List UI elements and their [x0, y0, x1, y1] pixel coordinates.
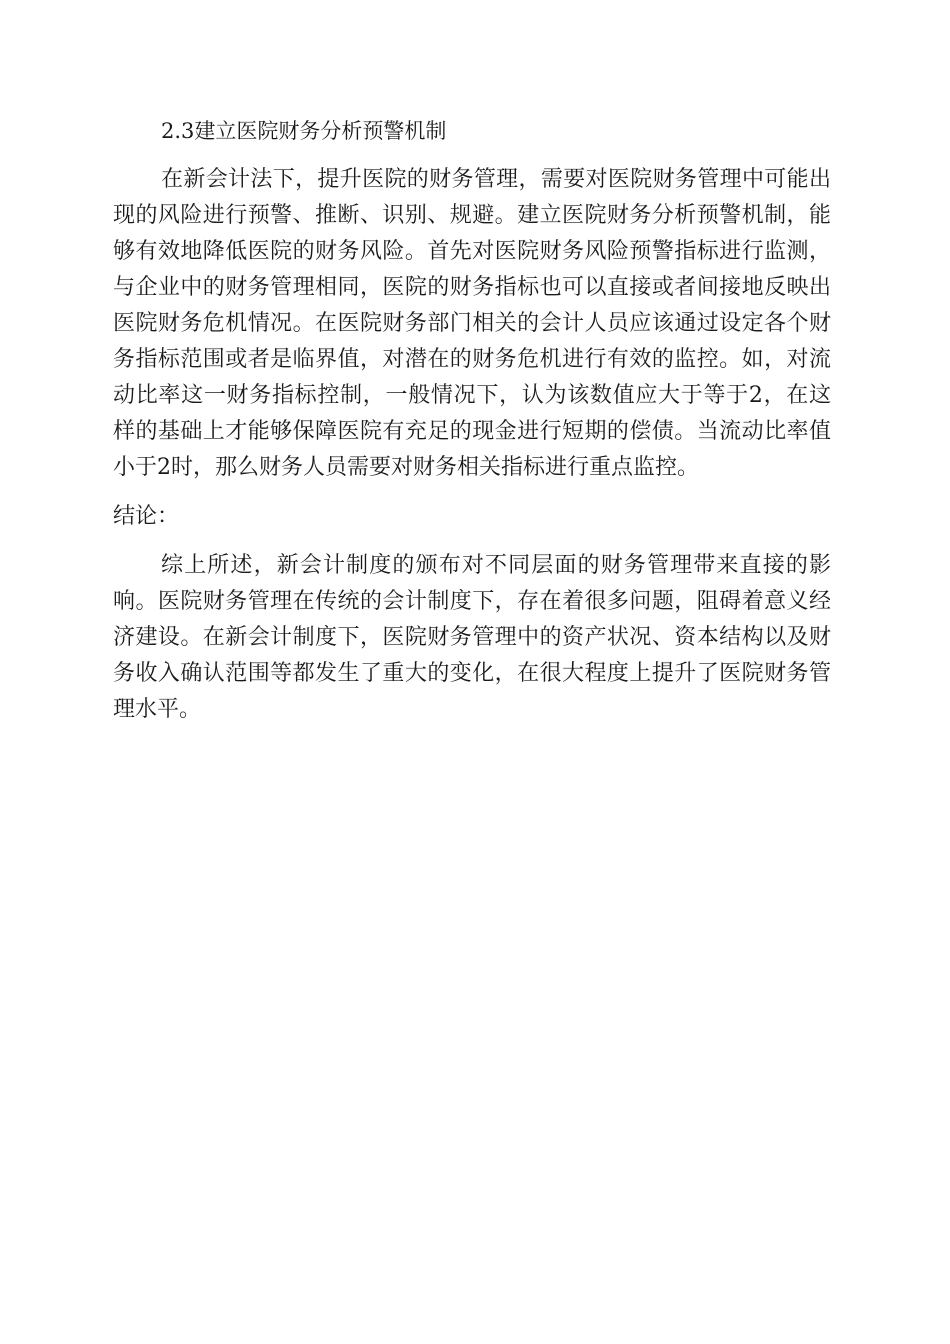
paragraph-line: 动比率这一财务指标控制，一般情况下，认为该数值应大于等于2，在这 — [113, 383, 831, 408]
conclusion-title: 结论： — [113, 504, 180, 529]
paragraph-line: 务收入确认范围等都发生了重大的变化，在很大程度上提升了医院财务管 — [113, 661, 831, 686]
paragraph-line: 样的基础上才能够保障医院有充足的现金进行短期的偿债。当流动比率值 — [113, 419, 831, 444]
paragraph-line: 响。医院财务管理在传统的会计制度下，存在着很多问题，阻碍着意义经 — [113, 589, 831, 614]
paragraph-line: 在新会计法下，提升医院的财务管理，需要对医院财务管理中可能出 — [161, 167, 831, 192]
paragraph-line: 济建设。在新会计制度下，医院财务管理中的资产状况、资本结构以及财 — [113, 625, 831, 650]
document-body — [113, 113, 831, 741]
paragraph-line: 够有效地降低医院的财务风险。首先对医院财务风险预警指标进行监测， — [113, 239, 831, 264]
paragraph-line: 与企业中的财务管理相同，医院的财务指标也可以直接或者间接地反映出 — [113, 275, 831, 300]
section-heading: 2.3建立医院财务分析预警机制 — [161, 119, 447, 143]
paragraph-line: 医院财务危机情况。在医院财务部门相关的会计人员应该通过设定各个财 — [113, 311, 831, 336]
paragraph-line: 综上所述，新会计制度的颁布对不同层面的财务管理带来直接的影 — [161, 553, 831, 578]
conclusion-paragraph — [113, 548, 831, 728]
section-paragraph — [113, 162, 831, 486]
paragraph-line: 理水平。 — [113, 697, 202, 722]
paragraph-line: 现的风险进行预警、推断、识别、规避。建立医院财务分析预警机制，能 — [113, 203, 831, 228]
paragraph-line: 务指标范围或者是临界值，对潜在的财务危机进行有效的监控。如，对流 — [113, 347, 831, 372]
paragraph-line: 小于2时，那么财务人员需要对财务相关指标进行重点监控。 — [113, 455, 699, 480]
